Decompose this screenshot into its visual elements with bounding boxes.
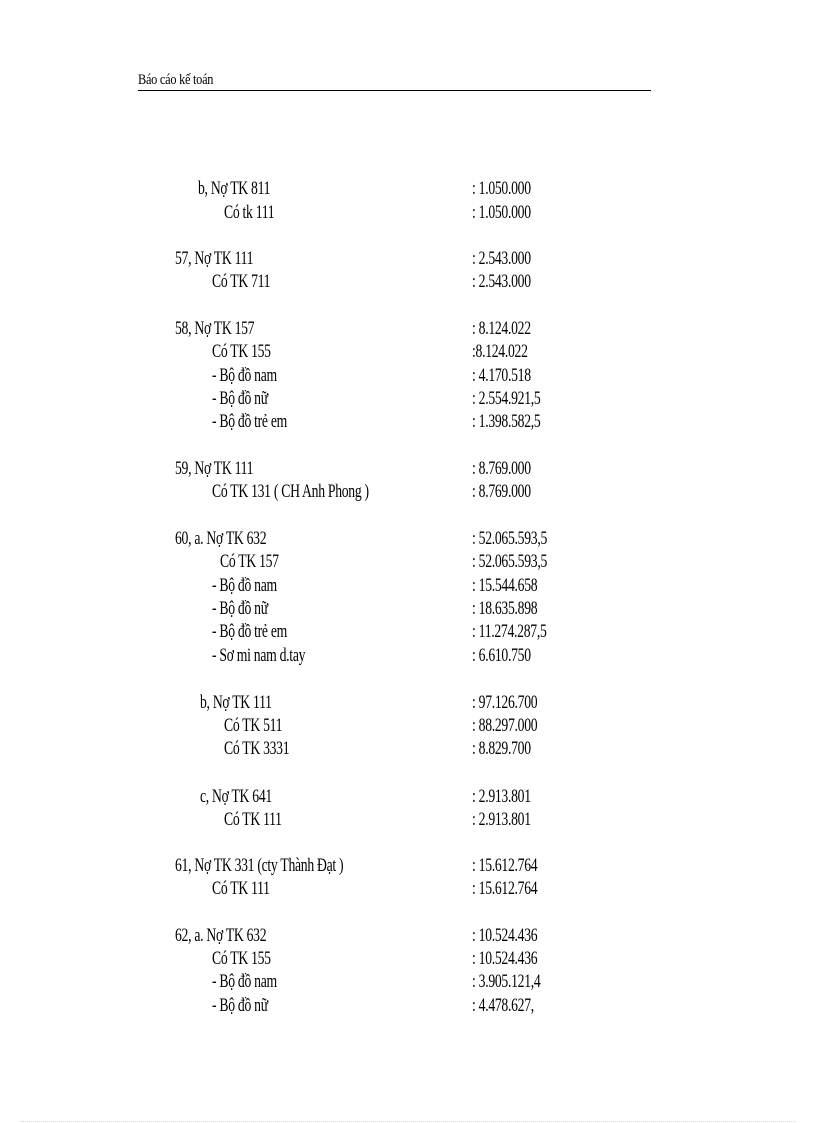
entry-label: Có TK 3331 (224, 738, 290, 759)
entry-value: : 10.524.436 (472, 948, 538, 969)
page-header (138, 68, 651, 91)
entry-value: : 8.124.022 (472, 318, 531, 339)
entry-label: 60, a. Nợ TK 632 (175, 528, 267, 549)
entry-value: : 10.524.436 (472, 925, 538, 946)
entry-label: Có TK 155 (212, 341, 271, 362)
entry-value: : 1.398.582,5 (472, 411, 541, 432)
entry-value: : 18.635.898 (472, 598, 538, 619)
entry-value: : 15.612.764 (472, 878, 538, 899)
entry-label: - Bộ đồ trẻ em (212, 621, 287, 642)
entry-value: : 2.543.000 (472, 271, 531, 292)
entry-label: 62, a. Nợ TK 632 (175, 925, 267, 946)
entry-label: - Bộ đồ nam (212, 971, 277, 992)
entry-label: Có TK 155 (212, 948, 271, 969)
entry-label: 61, Nợ TK 331 (cty Thành Đạt ) (175, 855, 344, 876)
entry-label: Có TK 511 (224, 715, 283, 736)
entry-value: : 2.554.921,5 (472, 388, 541, 409)
entry-label: Có TK 111 (224, 809, 282, 830)
entry-value: : 11.274.287,5 (472, 621, 547, 642)
entry-value: : 6.610.750 (472, 645, 531, 666)
entry-label: - Bộ đồ nữ (212, 995, 268, 1016)
entry-value: : 2.913.801 (472, 786, 531, 807)
entry-value: : 8.769.000 (472, 481, 531, 502)
entry-label: - Sơ mi nam d.tay (212, 645, 306, 666)
entry-label: - Bộ đồ nam (212, 365, 277, 386)
header-title: Báo cáo kế toán (138, 72, 214, 88)
page-bottom-divider (20, 1121, 796, 1122)
entry-label: Có TK 157 (220, 551, 279, 572)
entry-label: Có tk 111 (224, 202, 275, 223)
entry-label: - Bộ đồ nữ (212, 388, 268, 409)
entry-value: : 52.065.593,5 (472, 551, 548, 572)
entry-label: 59, Nợ TK 111 (175, 458, 254, 479)
entry-value: : 15.544.658 (472, 575, 538, 596)
entry-label: Có TK 131 ( CH Anh Phong ) (212, 481, 369, 502)
entry-value: : 4.170.518 (472, 365, 531, 386)
entry-label: c, Nợ TK 641 (200, 786, 272, 807)
entry-label: Có TK 111 (212, 878, 270, 899)
entry-value: : 8.769.000 (472, 458, 531, 479)
entry-value: : 8.829.700 (472, 738, 531, 759)
entry-label: b, Nợ TK 111 (200, 692, 272, 713)
entry-value: : 2.913.801 (472, 809, 531, 830)
entry-value: : 4.478.627, (472, 995, 534, 1016)
entry-label: b, Nợ TK 811 (198, 178, 271, 199)
entry-value: : 1.050.000 (472, 178, 531, 199)
entry-label: - Bộ đồ nam (212, 575, 277, 596)
entry-value: : 97.126.700 (472, 692, 538, 713)
entry-value: : 2.543.000 (472, 248, 531, 269)
entry-label: Có TK 711 (212, 271, 271, 292)
entry-value: : 3.905.121,4 (472, 971, 541, 992)
entry-label: - Bộ đồ nữ (212, 598, 268, 619)
entry-value: : 15.612.764 (472, 855, 538, 876)
entry-value: : 52.065.593,5 (472, 528, 548, 549)
entry-value: :8.124.022 (472, 341, 528, 362)
entry-label: 57, Nợ TK 111 (175, 248, 254, 269)
entry-label: 58, Nợ TK 157 (175, 318, 255, 339)
entry-value: : 88.297.000 (472, 715, 538, 736)
entry-label: - Bộ đồ trẻ em (212, 411, 287, 432)
entry-value: : 1.050.000 (472, 202, 531, 223)
